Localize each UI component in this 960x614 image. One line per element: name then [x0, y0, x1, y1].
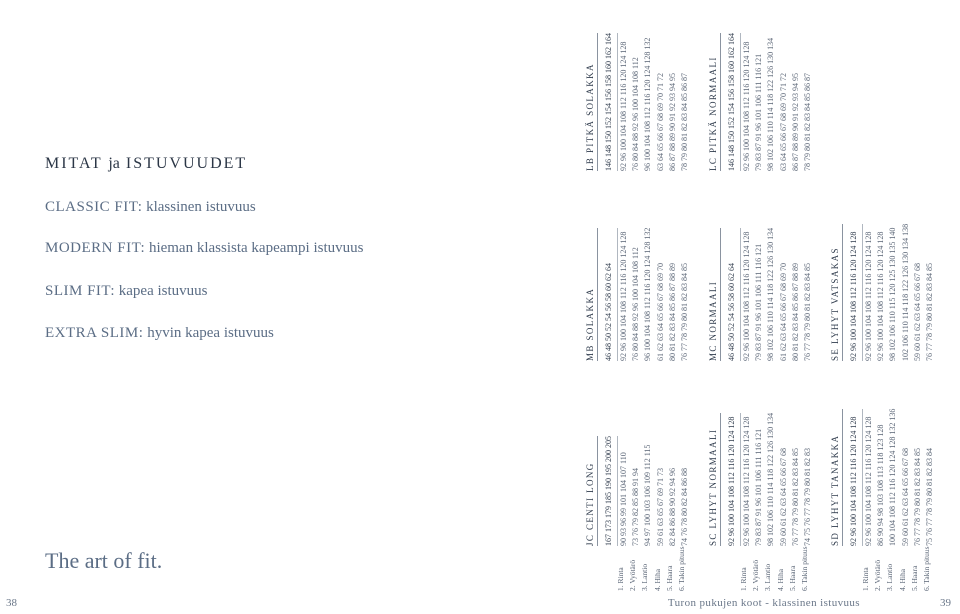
table-row: 96 100 104 108 112 116 120 124 128 132 [643, 37, 653, 171]
size-table [708, 33, 814, 171]
table-sizes: 46 48 50 52 54 56 58 60 62 64 [727, 228, 741, 361]
row-label: 5. Haara [909, 565, 919, 591]
table-row: 92 96 100 104 108 112 116 120 124 128 [619, 41, 628, 171]
table-row: 76 80 84 88 92 96 100 104 108 112 [631, 247, 641, 361]
table-row: 73 76 79 82 85 88 91 94 [631, 468, 641, 546]
table-row: 98 102 106 110 114 118 122 126 130 134 [766, 37, 776, 171]
fit-label: MODERN FIT: [45, 240, 146, 256]
table-row: 92 96 100 104 108 112 116 120 124 128 [864, 231, 873, 361]
size-table [585, 33, 691, 171]
row-label: 3. Lantio [763, 563, 773, 591]
table-sizes: 167 173 179 185 190 195 200 205 [604, 436, 618, 546]
row-label: 5. Haara [787, 565, 797, 591]
size-tables-rotated [585, 6, 957, 591]
row-label: 2. Vyötärö [751, 559, 761, 591]
row-label: 5. Haara [664, 565, 674, 591]
row-label: 1. Rinta [616, 567, 625, 591]
table-title: JC CENTI LONG [585, 436, 598, 546]
table-row: 63 64 65 66 67 68 69 70 71 72 [778, 73, 788, 171]
table-row: 90 93 96 99 101 104 107 110 [619, 452, 628, 546]
table-row: 59 60 61 62 63 64 65 66 67 68 [900, 448, 910, 546]
table-sizes: 146 148 150 152 154 156 158 160 162 164 [727, 33, 741, 171]
fit-slim [45, 283, 208, 300]
table-row: 76 77 78 79 80 81 82 83 84 85 [790, 448, 800, 546]
table-row: 82 84 86 88 90 92 94 96 [667, 468, 677, 546]
table-row: 102 106 110 114 118 122 126 130 134 138 [900, 223, 910, 361]
row-labels [615, 546, 688, 591]
table-row: 79 83 87 91 96 101 106 111 116 121 [754, 428, 764, 546]
table-title: SD LYHYT TANAKKA [830, 409, 843, 546]
table-title: MB SOLAKKA [585, 228, 598, 361]
footer-text: Turon pukujen koot - klassinen istuvuus [667, 597, 860, 609]
row-label: 1. Rinta [739, 567, 748, 591]
row-label: 4. Hiha [775, 568, 785, 591]
table-row: 61 62 63 64 65 66 67 68 69 70 [655, 263, 665, 361]
row-label: 6. Takin pituus [921, 546, 931, 591]
fit-classic [45, 199, 256, 216]
fit-extra-slim [45, 325, 274, 342]
fit-text: hieman klassista kapeampi istuvuus [148, 240, 364, 256]
table-row: 92 96 100 104 108 112 116 120 124 128 [742, 41, 751, 171]
size-table [585, 228, 691, 361]
table-row: 78 79 80 81 82 83 84 85 86 87 [679, 73, 689, 171]
table-row: 92 96 100 104 108 112 116 120 124 128 [864, 416, 873, 546]
headline-part2: ISTUVUUDET [125, 155, 248, 172]
table-row: 92 96 100 104 108 112 116 120 124 128 [742, 416, 751, 546]
size-table [830, 409, 936, 546]
table-row: 76 77 78 79 80 81 82 83 84 85 [679, 263, 689, 361]
table-title: LB PITKÄ SOLAKKA [585, 33, 598, 171]
table-row: 98 102 106 110 114 118 122 126 130 134 [766, 227, 776, 361]
table-row: 76 77 78 79 80 81 82 83 84 85 [924, 263, 934, 361]
row-label: 2. Vyötärö [628, 559, 638, 591]
table-row: 92 96 100 104 108 112 116 120 124 128 [742, 231, 751, 361]
table-row: 76 77 78 79 80 81 82 83 84 85 [802, 263, 812, 361]
fit-modern [45, 240, 364, 257]
table-row: 98 102 106 110 114 118 122 126 130 134 [766, 412, 776, 546]
table-row: 76 77 78 79 80 81 82 83 84 85 [912, 448, 922, 546]
table-row: 86 90 94 98 103 108 113 118 123 128 [876, 424, 886, 546]
row-label: 4. Hiha [652, 568, 662, 591]
row-label: 3. Lantio [640, 563, 650, 591]
size-table [830, 224, 936, 361]
table-row: 86 87 88 89 90 91 92 93 94 95 [790, 73, 800, 171]
table-row: 74 75 76 77 78 79 80 81 82 83 [802, 448, 812, 546]
size-table [585, 436, 691, 546]
table-sizes: 146 148 150 152 154 156 158 160 162 164 [604, 33, 618, 171]
headline-part1: MITAT [45, 155, 103, 172]
fit-label: CLASSIC FIT: [45, 199, 143, 215]
fit-label: EXTRA SLIM: [45, 325, 144, 341]
table-row: 59 60 61 62 63 64 65 66 67 68 [778, 448, 788, 546]
page-number-right: 39 [940, 597, 951, 609]
table-row: 80 81 82 83 84 85 86 87 88 89 [667, 263, 677, 361]
table-row: 92 96 100 104 108 112 116 120 124 128 [876, 231, 886, 361]
page-number-left: 38 [6, 597, 17, 609]
size-tables [585, 6, 957, 591]
table-row: 80 81 82 83 84 85 86 87 88 89 [790, 263, 800, 361]
table-row: 74 76 78 80 82 84 86 88 [679, 468, 689, 546]
table-title: SE LYHYT VATSAKAS [830, 224, 843, 361]
table-row: 96 100 104 108 112 116 120 124 128 132 [643, 227, 653, 361]
table-row: 86 87 88 89 90 91 92 93 94 95 [667, 73, 677, 171]
headline-amp: ja [108, 155, 120, 172]
table-title: MC NORMAALI [708, 228, 721, 361]
row-label: 3. Lantio [885, 563, 895, 591]
row-label: 2. Vyötärö [873, 559, 883, 591]
table-row: 59 60 61 62 63 64 65 66 67 68 [912, 263, 922, 361]
row-labels [738, 546, 811, 591]
tagline: The art of fit. [45, 548, 163, 573]
page-headline [45, 155, 247, 173]
fit-label: SLIM FIT: [45, 283, 116, 299]
fit-text: kapea istuvuus [118, 283, 208, 299]
table-row: 59 61 63 65 67 69 71 73 [655, 468, 665, 546]
fit-text: klassinen istuvuus [146, 199, 256, 215]
row-label: 1. Rinta [861, 567, 870, 591]
table-sizes: 92 96 100 104 108 112 116 120 124 128 [849, 224, 863, 361]
table-row: 61 62 63 64 65 66 67 68 69 70 [778, 263, 788, 361]
table-row: 75 76 77 78 79 80 81 82 83 84 [924, 448, 934, 546]
table-row: 98 102 106 110 115 120 125 130 135 140 [888, 227, 898, 361]
table-row: 92 96 100 104 108 112 116 120 124 128 [619, 231, 628, 361]
fit-text: hyvin kapea istuvuus [147, 325, 274, 341]
row-label: 4. Hiha [897, 568, 907, 591]
table-row: 76 80 84 88 92 96 100 104 108 112 [631, 57, 641, 171]
table-sizes: 92 96 100 104 108 112 116 120 124 128 [727, 413, 741, 546]
left-page [45, 0, 545, 614]
size-table [708, 413, 814, 546]
table-row: 94 97 100 103 106 109 112 115 [643, 444, 653, 546]
table-title: SC LYHYT NORMAALI [708, 413, 721, 546]
size-table [708, 228, 814, 361]
table-row: 79 83 87 91 96 101 106 111 116 121 [754, 243, 764, 361]
table-row: 63 64 65 66 67 68 69 70 71 72 [655, 73, 665, 171]
table-title: LC PITKÄ NORMAALI [708, 33, 721, 171]
row-labels [860, 546, 933, 591]
table-row: 78 79 80 81 82 83 84 85 86 87 [802, 73, 812, 171]
table-sizes: 92 96 100 104 108 112 116 120 124 128 [849, 409, 863, 546]
row-label: 6. Takin pituus [676, 546, 686, 591]
table-sizes: 46 48 50 52 54 56 58 60 62 64 [604, 228, 618, 361]
table-row: 100 104 108 112 116 120 124 128 132 136 [888, 408, 898, 546]
table-row: 79 83 87 91 96 101 106 111 116 121 [754, 53, 764, 171]
row-label: 6. Takin pituus [799, 546, 809, 591]
